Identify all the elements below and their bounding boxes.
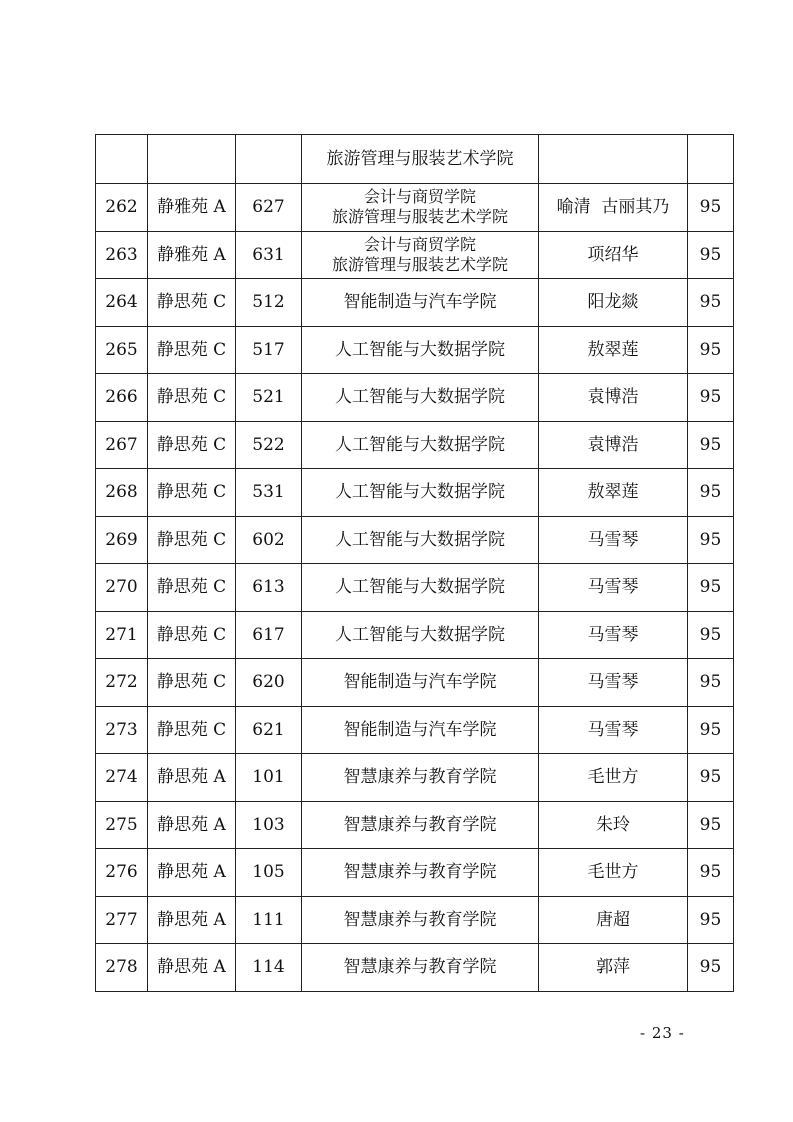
cell-building: 静雅苑 A <box>148 231 236 279</box>
cell-room <box>236 135 302 184</box>
cell-score: 95 <box>688 944 734 992</box>
table-row <box>96 849 734 897</box>
cell-person: 敖翠莲 <box>539 326 688 374</box>
cell-building: 静雅苑 A <box>148 184 236 232</box>
table-row <box>96 516 734 564</box>
cell-score: 95 <box>688 231 734 279</box>
cell-score: 95 <box>688 421 734 469</box>
cell-no: 265 <box>96 326 148 374</box>
cell-score: 95 <box>688 849 734 897</box>
table-row <box>96 801 734 849</box>
cell-college: 人工智能与大数据学院 <box>302 326 539 374</box>
cell-score: 95 <box>688 516 734 564</box>
table-row <box>96 706 734 754</box>
cell-college: 智慧康养与教育学院 <box>302 896 539 944</box>
cell-no: 271 <box>96 611 148 659</box>
cell-no: 273 <box>96 706 148 754</box>
cell-room: 103 <box>236 801 302 849</box>
cell-building: 静思苑 C <box>148 706 236 754</box>
cell-no: 277 <box>96 896 148 944</box>
cell-college: 人工智能与大数据学院 <box>302 421 539 469</box>
cell-room: 627 <box>236 184 302 232</box>
table-row <box>96 326 734 374</box>
cell-person: 项绍华 <box>539 231 688 279</box>
cell-score: 95 <box>688 706 734 754</box>
cell-no: 278 <box>96 944 148 992</box>
cell-building: 静思苑 C <box>148 659 236 707</box>
cell-no: 267 <box>96 421 148 469</box>
cell-room: 522 <box>236 421 302 469</box>
table-row <box>96 564 734 612</box>
cell-no <box>96 135 148 184</box>
cell-person: 毛世方 <box>539 754 688 802</box>
cell-person: 马雪琴 <box>539 659 688 707</box>
cell-no: 263 <box>96 231 148 279</box>
table-row <box>96 421 734 469</box>
cell-college: 智能制造与汽车学院 <box>302 279 539 327</box>
cell-score: 95 <box>688 754 734 802</box>
cell-college: 人工智能与大数据学院 <box>302 564 539 612</box>
cell-building: 静思苑 A <box>148 896 236 944</box>
cell-building: 静思苑 C <box>148 279 236 327</box>
table-row <box>96 231 734 279</box>
cell-college: 人工智能与大数据学院 <box>302 374 539 422</box>
cell-room: 602 <box>236 516 302 564</box>
table-body <box>96 135 734 992</box>
cell-person: 敖翠莲 <box>539 469 688 517</box>
table-row-continued <box>96 135 734 184</box>
dormitory-score-table-container <box>95 134 733 992</box>
cell-building: 静思苑 A <box>148 944 236 992</box>
cell-building: 静思苑 A <box>148 849 236 897</box>
cell-no: 274 <box>96 754 148 802</box>
cell-no: 270 <box>96 564 148 612</box>
cell-room: 111 <box>236 896 302 944</box>
cell-college: 人工智能与大数据学院 <box>302 469 539 517</box>
cell-person: 朱玲 <box>539 801 688 849</box>
cell-no: 266 <box>96 374 148 422</box>
cell-score: 95 <box>688 801 734 849</box>
table-row <box>96 469 734 517</box>
table-row <box>96 184 734 232</box>
cell-college: 人工智能与大数据学院 <box>302 516 539 564</box>
cell-score: 95 <box>688 659 734 707</box>
table-row <box>96 944 734 992</box>
cell-person: 马雪琴 <box>539 516 688 564</box>
cell-building: 静思苑 A <box>148 801 236 849</box>
cell-college: 智慧康养与教育学院 <box>302 849 539 897</box>
cell-person: 袁博浩 <box>539 374 688 422</box>
cell-room: 613 <box>236 564 302 612</box>
cell-college: 智慧康养与教育学院 <box>302 801 539 849</box>
cell-college: 旅游管理与服装艺术学院 <box>302 135 539 184</box>
cell-college: 智能制造与汽车学院 <box>302 706 539 754</box>
cell-person: 袁博浩 <box>539 421 688 469</box>
cell-building: 静思苑 C <box>148 516 236 564</box>
cell-score: 95 <box>688 326 734 374</box>
cell-score: 95 <box>688 184 734 232</box>
cell-college: 人工智能与大数据学院 <box>302 611 539 659</box>
cell-score: 95 <box>688 564 734 612</box>
table-row <box>96 374 734 422</box>
cell-room: 517 <box>236 326 302 374</box>
cell-score: 95 <box>688 896 734 944</box>
page-number: - 23 - <box>640 1024 685 1042</box>
cell-room: 617 <box>236 611 302 659</box>
cell-no: 275 <box>96 801 148 849</box>
cell-college: 会计与商贸学院 旅游管理与服装艺术学院 <box>302 231 539 279</box>
cell-no: 264 <box>96 279 148 327</box>
cell-person: 马雪琴 <box>539 706 688 754</box>
table-row <box>96 611 734 659</box>
cell-building: 静思苑 C <box>148 374 236 422</box>
cell-room: 631 <box>236 231 302 279</box>
dormitory-score-table <box>95 134 734 992</box>
cell-room: 521 <box>236 374 302 422</box>
cell-person: 郭萍 <box>539 944 688 992</box>
cell-score: 95 <box>688 611 734 659</box>
cell-college: 会计与商贸学院 旅游管理与服装艺术学院 <box>302 184 539 232</box>
cell-no: 268 <box>96 469 148 517</box>
cell-college: 智慧康养与教育学院 <box>302 754 539 802</box>
cell-room: 114 <box>236 944 302 992</box>
cell-person: 阳龙燚 <box>539 279 688 327</box>
cell-person <box>539 135 688 184</box>
table-row <box>96 896 734 944</box>
cell-building: 静思苑 C <box>148 564 236 612</box>
cell-room: 101 <box>236 754 302 802</box>
cell-building: 静思苑 C <box>148 421 236 469</box>
cell-no: 269 <box>96 516 148 564</box>
cell-score: 95 <box>688 469 734 517</box>
cell-building: 静思苑 C <box>148 469 236 517</box>
cell-no: 276 <box>96 849 148 897</box>
cell-score: 95 <box>688 279 734 327</box>
cell-no: 272 <box>96 659 148 707</box>
cell-person: 喻清 古丽其乃 <box>539 184 688 232</box>
cell-score: 95 <box>688 374 734 422</box>
cell-room: 531 <box>236 469 302 517</box>
table-row <box>96 279 734 327</box>
cell-building <box>148 135 236 184</box>
cell-building: 静思苑 C <box>148 326 236 374</box>
cell-building: 静思苑 A <box>148 754 236 802</box>
cell-room: 620 <box>236 659 302 707</box>
cell-building: 静思苑 C <box>148 611 236 659</box>
cell-college: 智能制造与汽车学院 <box>302 659 539 707</box>
cell-score <box>688 135 734 184</box>
table-row <box>96 754 734 802</box>
cell-room: 621 <box>236 706 302 754</box>
cell-no: 262 <box>96 184 148 232</box>
cell-person: 马雪琴 <box>539 611 688 659</box>
cell-person: 唐超 <box>539 896 688 944</box>
cell-college: 智慧康养与教育学院 <box>302 944 539 992</box>
cell-person: 毛世方 <box>539 849 688 897</box>
table-row <box>96 659 734 707</box>
cell-room: 512 <box>236 279 302 327</box>
cell-room: 105 <box>236 849 302 897</box>
cell-person: 马雪琴 <box>539 564 688 612</box>
